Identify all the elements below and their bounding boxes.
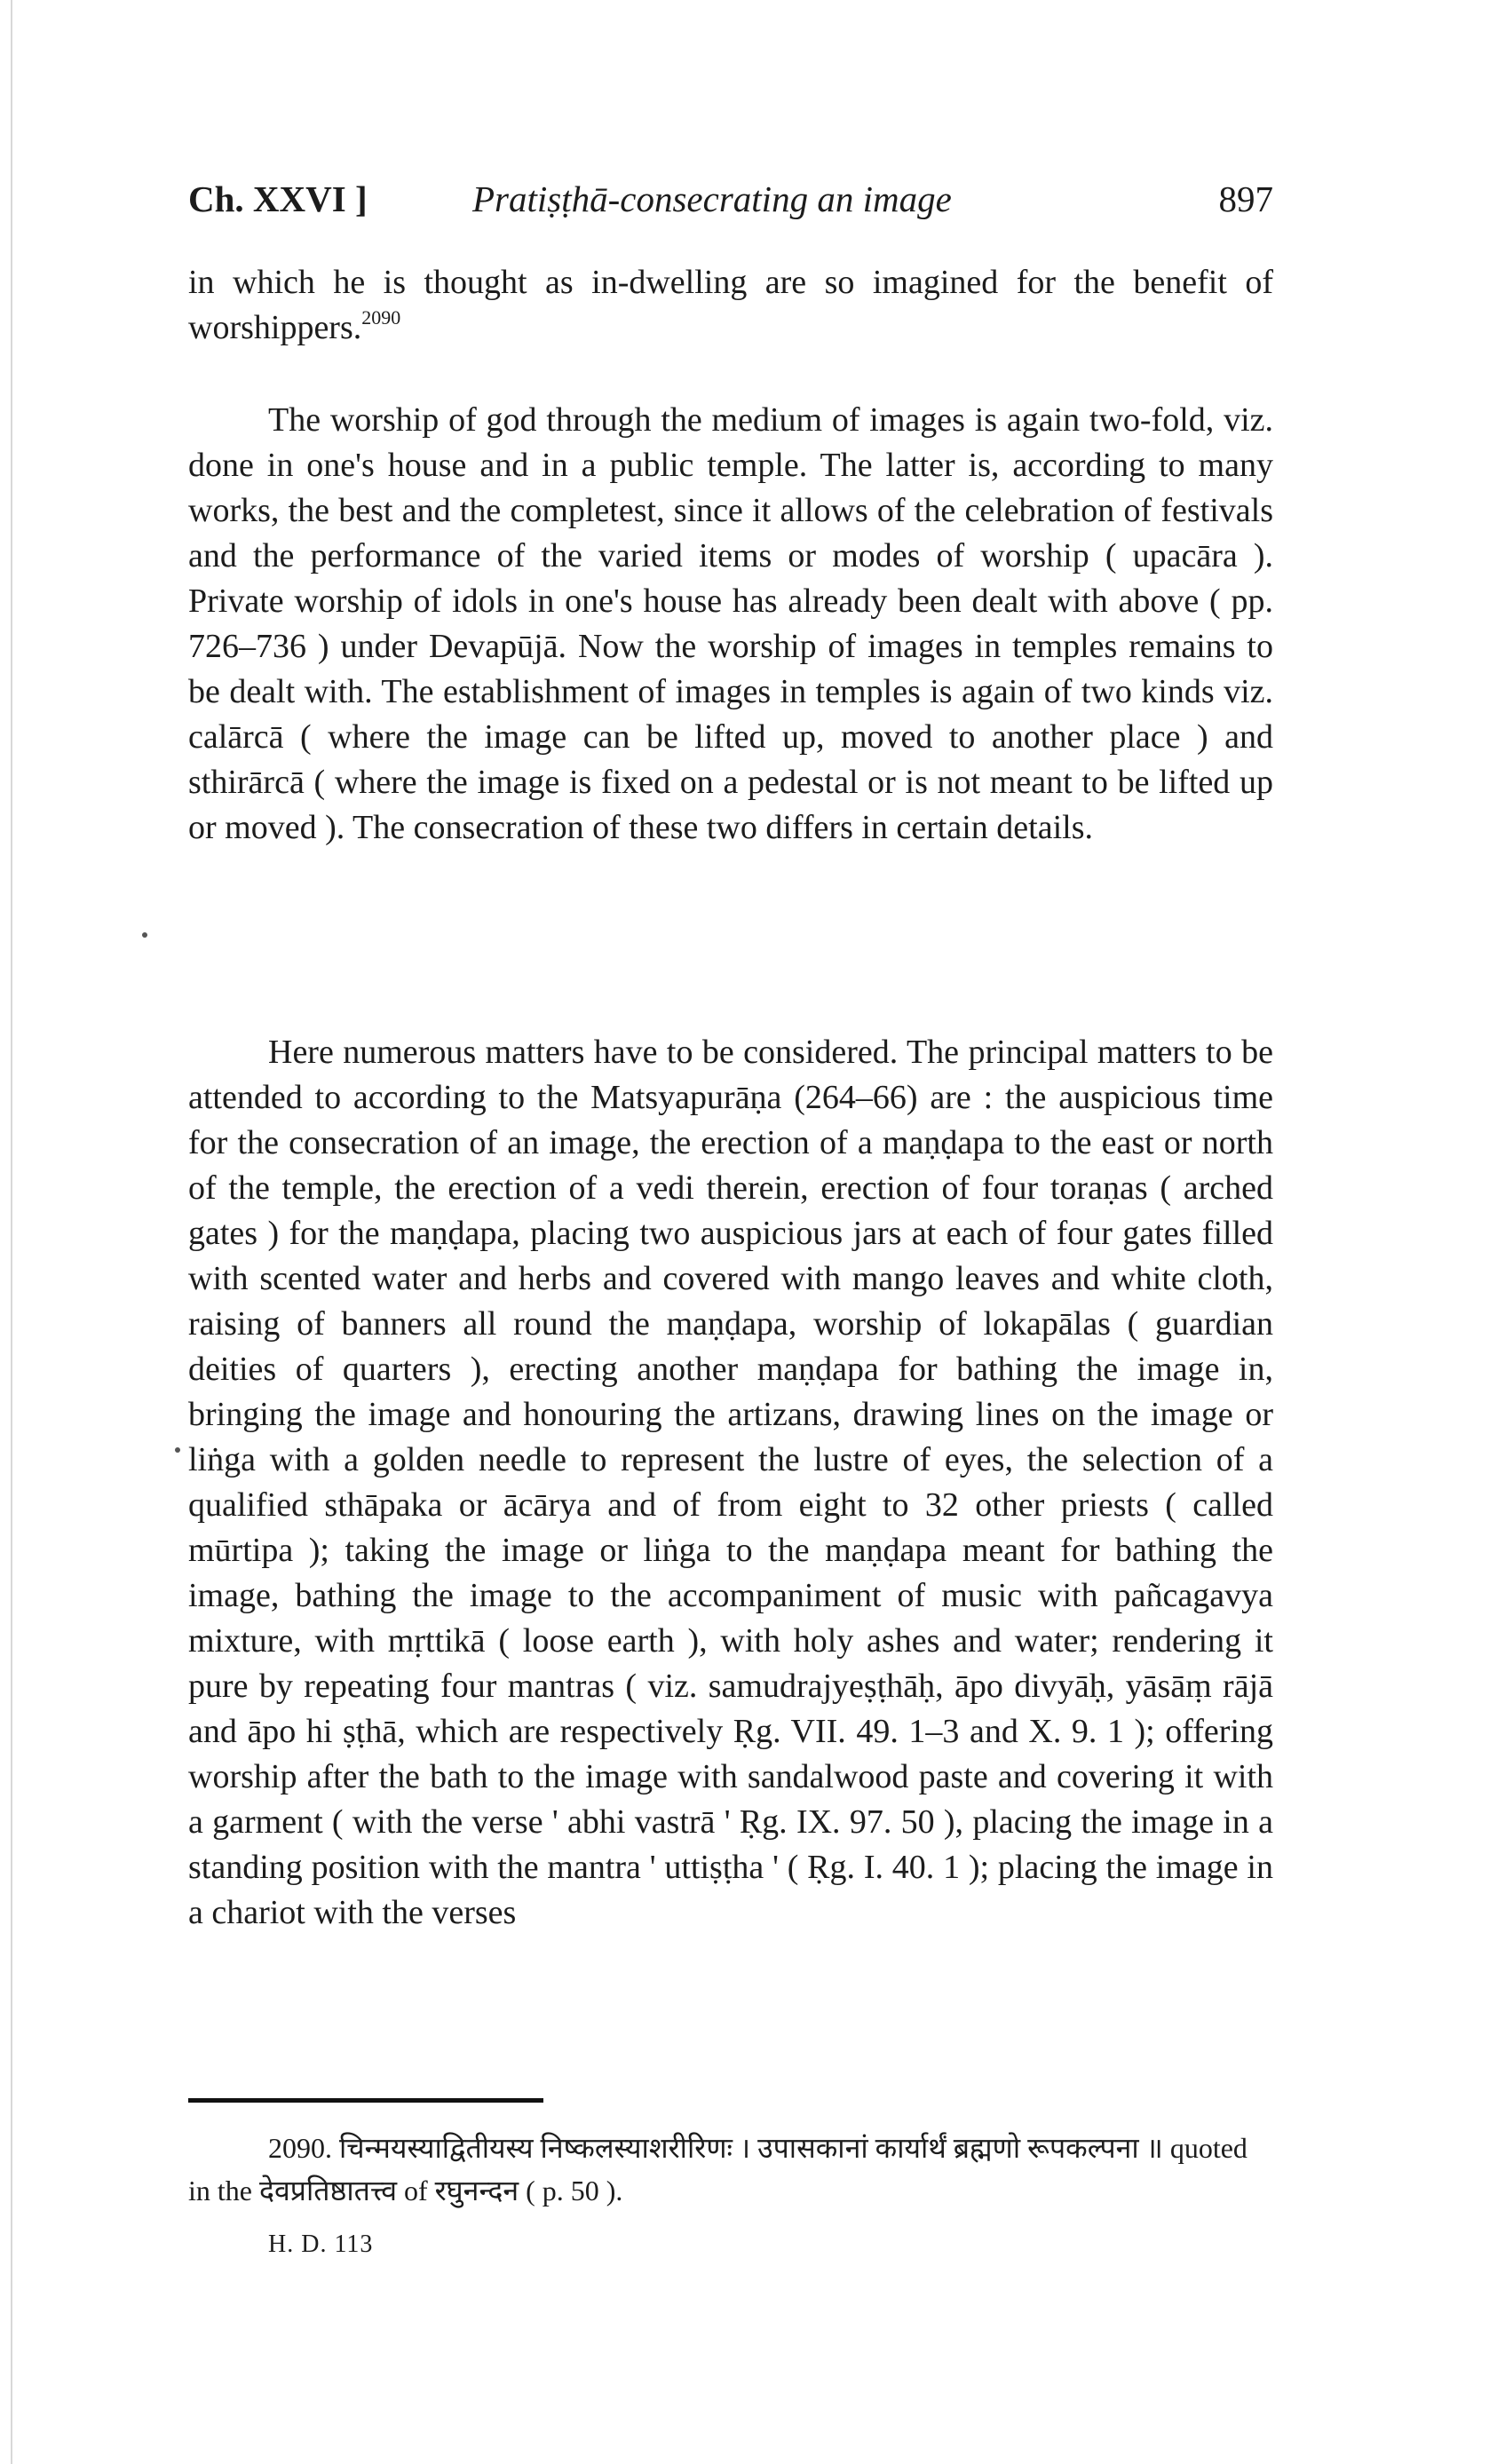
chapter-label: Ch. XXVI ] [188, 178, 368, 219]
scan-speck [175, 1447, 180, 1453]
chapter-title: Pratiṣṭhā-consecrating an image [472, 178, 952, 219]
footnote-text: 2090. चिन्मयस्याद्वितीयस्य निष्कलस्याशरीरिणः । उपासकानां कार्यार्थं ब्रह्मणो रूपकल्पना ॥ quoted in the देवप्रतिष्ठातत्त्व of रघुनन्दन ( p. 50 ). [188, 2132, 1247, 2207]
running-head [188, 178, 1273, 231]
paragraph-3 [188, 1030, 1273, 1936]
printer-signature: H. D. 113 [268, 2230, 374, 2258]
paragraph-2-text: The worship of god through the medium of images is again two-fold, viz. done in one's house and in a public temple. The latter is, according to many works, the best and the completest, since it allows of the celebration of festivals and the performance of the varied items or modes of worship ( upacāra ). Private worship of idols in one's house has already been dealt with above ( pp. 726–736 ) under Devapūjā. Now the worship of images in temples remains to be dealt with. The establishment of images in temples is again of two kinds viz. calārcā ( where the image can be lifted up, moved to another place ) and sthirārcā ( where the image is fixed on a pedestal or is not meant to be lifted up or moved ). The consecration of these two differs in certain details. [188, 401, 1273, 846]
paragraph-2 [188, 398, 1273, 851]
scan-margin-line [11, 0, 12, 2464]
footnote-reference: 2090 [361, 306, 401, 329]
footnote-divider [188, 2098, 543, 2103]
paragraph-1-text: in which he is thought as in-dwelling are so imagined for the benefit of worshippers. [188, 264, 1273, 346]
footnote [188, 2127, 1273, 2212]
paragraph-1 [188, 260, 1273, 351]
scan-speck [142, 932, 147, 938]
page-number: 897 [1218, 178, 1273, 219]
paragraph-3-text: Here numerous matters have to be considered. The principal matters to be attended to according to the Matsyapurāṇa (264–66) are : the auspicious time for the consecration of an image, the erection of a maṇḍapa to the east or north of the temple, the erection of a vedi therein, erection of four toraṇas ( arched gates ) for the maṇḍapa, placing two auspicious jars at each of four gates filled with scented water and herbs and covered with mango leaves and white cloth, raising of banners all round the maṇḍapa, worship of lokapālas ( guardian deities of quarters ), erecting another maṇḍapa for bathing the image in, bringing the image and honouring the artizans, drawing lines on the image or liṅga with a golden needle to represent the lustre of eyes, the selection of a qualified sthāpaka or ācārya and of from eight to 32 other priests ( called mūrtipa ); taking the image or liṅga to the maṇḍapa meant for bathing the image, bathing the image to the accompaniment of music with pañcagavya mixture, with mṛttikā ( loose earth ), with holy ashes and water; rendering it pure by repeating four mantras ( viz. samudrajyeṣṭhāḥ, āpo divyāḥ, yāsāṃ rājā and āpo hi ṣṭhā, which are respectively Ṛg. VII. 49. 1–3 and X. 9. 1 ); offering worship after the bath to the image with sandalwood paste and covering it with a garment ( with the verse ' abhi vastrā ' Ṛg. IX. 97. 50 ), placing the image in a standing position with the mantra ' uttiṣṭha ' ( Ṛg. I. 40. 1 ); placing the image in a chariot with the verses [188, 1034, 1273, 1931]
